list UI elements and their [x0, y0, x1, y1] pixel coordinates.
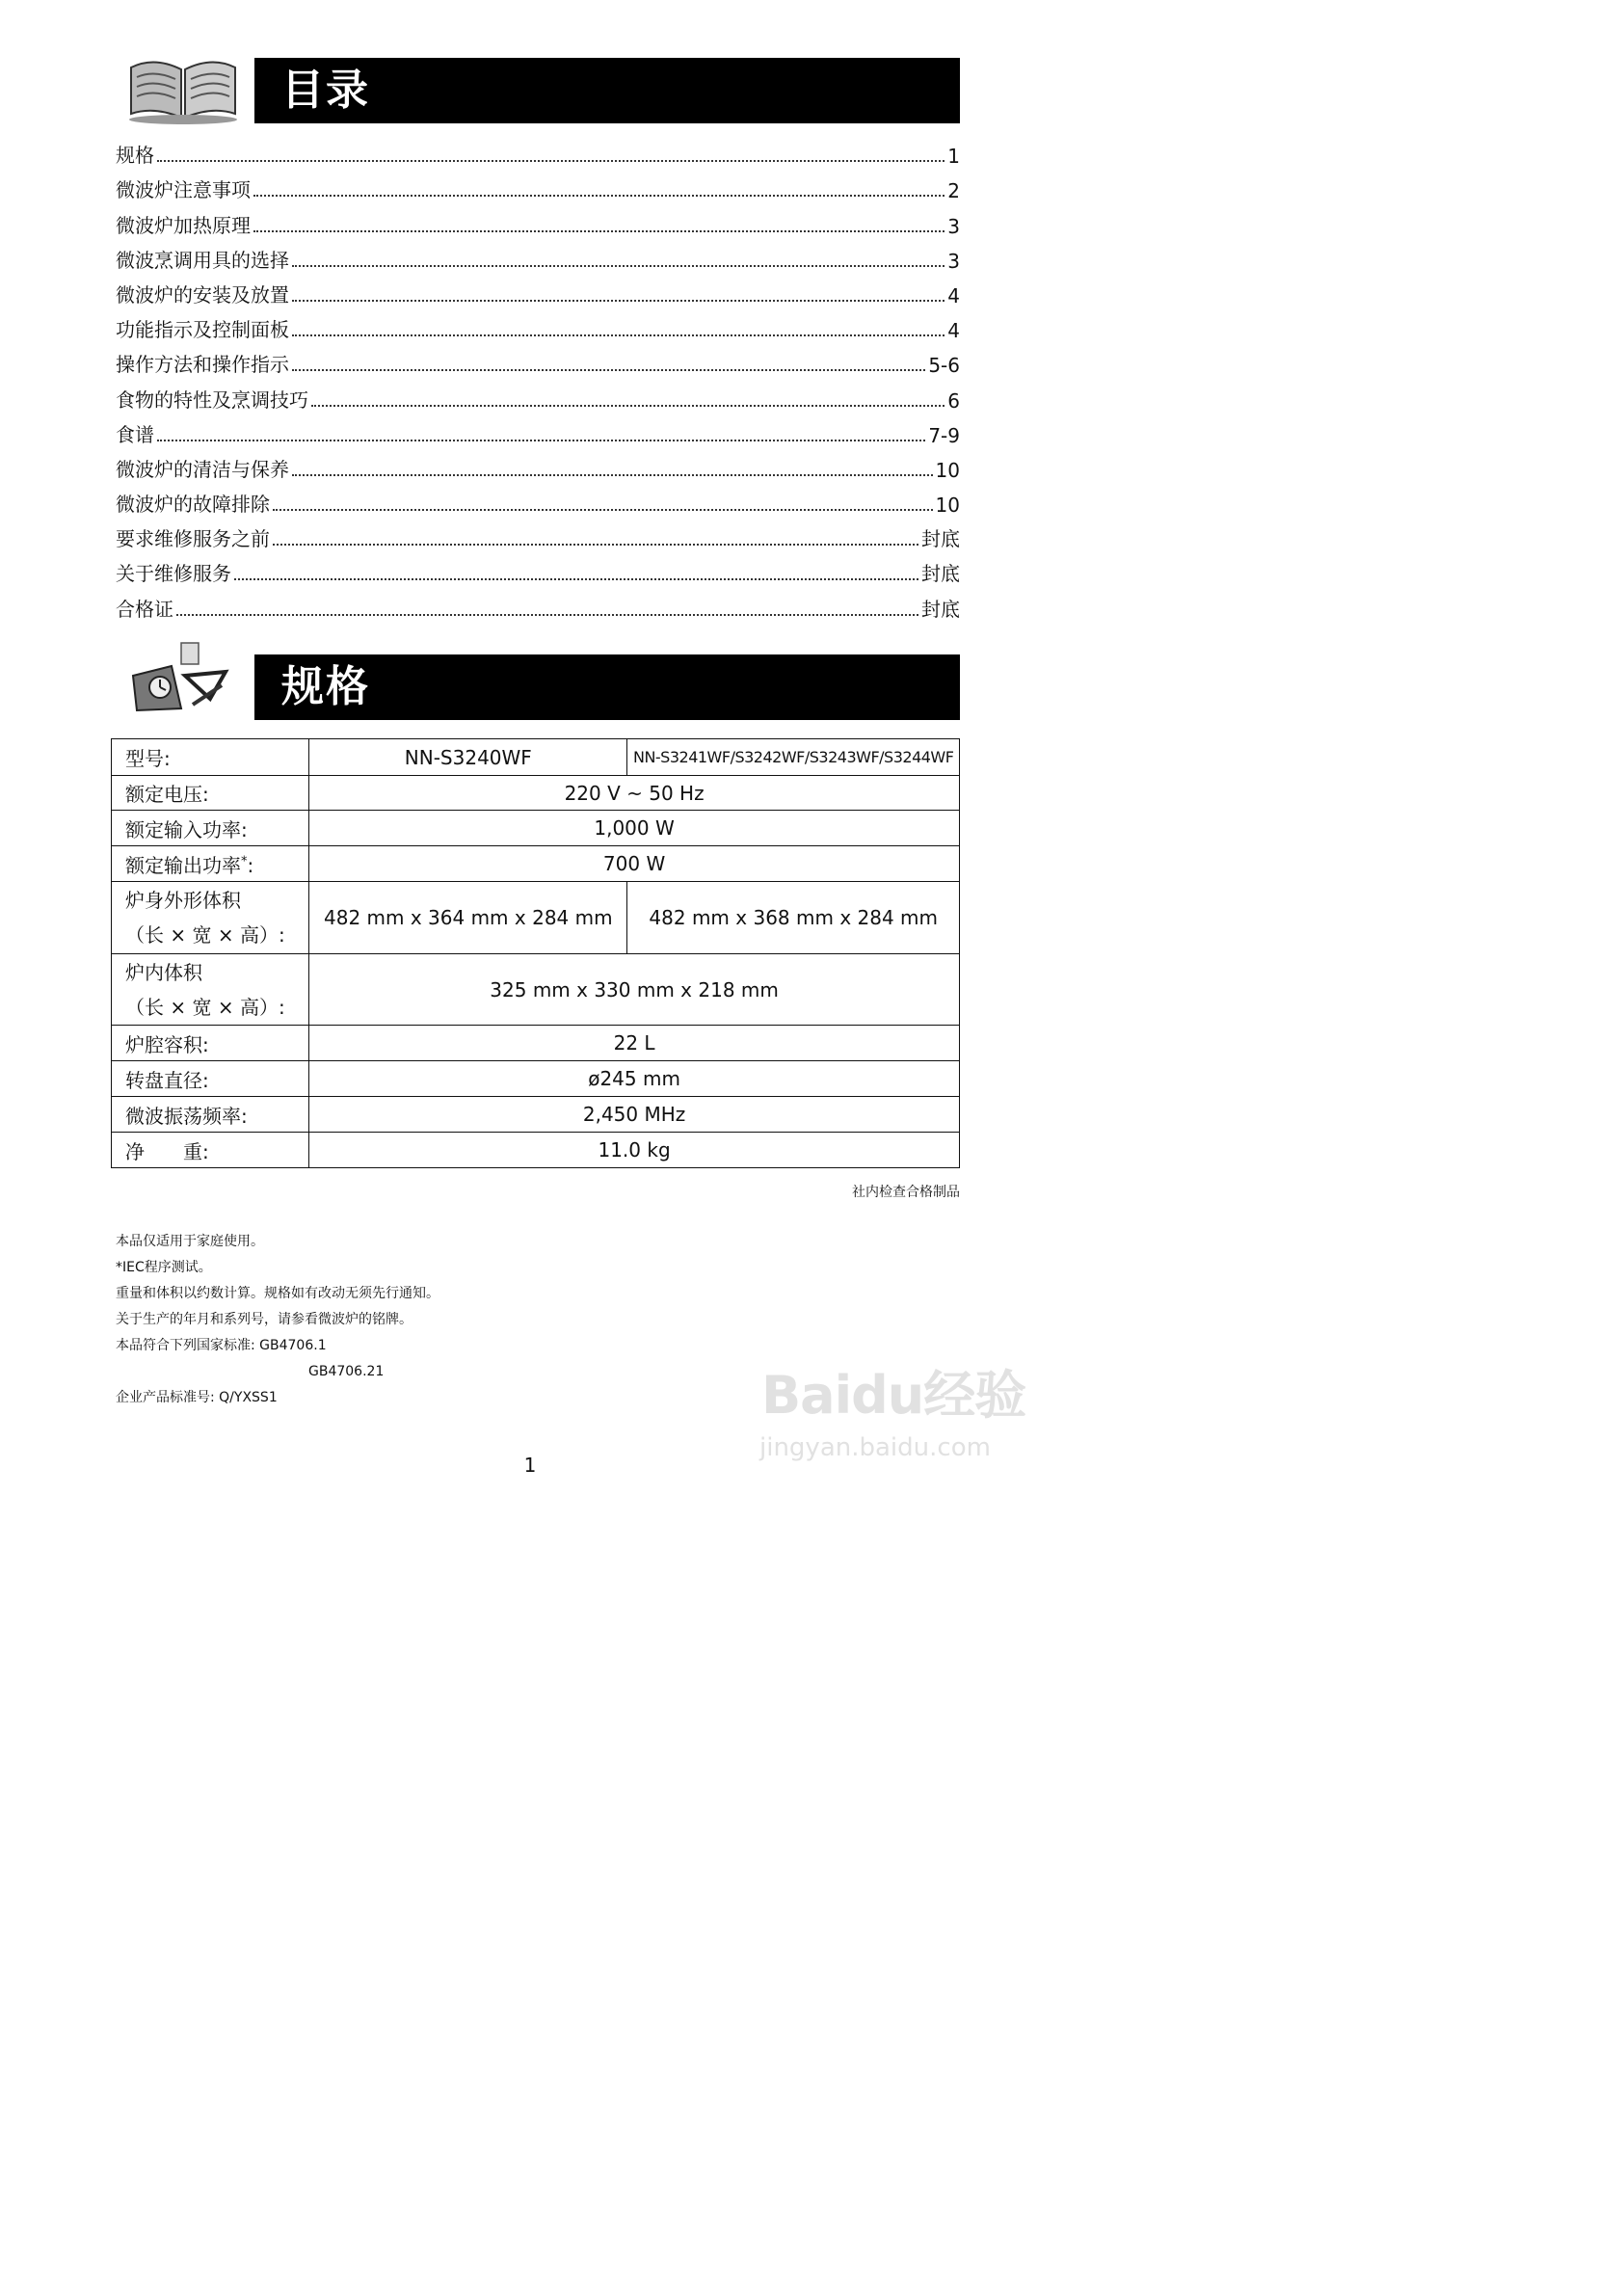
footnote-line: GB4706.21 — [308, 1364, 385, 1379]
weight-label: 净 重: — [112, 1133, 309, 1168]
toc-entry-page: 封底 — [921, 597, 960, 621]
table-row — [112, 776, 960, 811]
frequency-value: 2,450 MHz — [309, 1097, 960, 1133]
toc-entry[interactable] — [116, 413, 960, 447]
toc-entry-label: 微波炉的清洁与保养 — [116, 457, 289, 481]
footnote-line: 本品符合下列国家标准: GB4706.1 — [116, 1338, 327, 1353]
outer-dimensions-label-1: 炉身外形体积 — [125, 889, 241, 912]
page-number: 1 — [523, 1454, 537, 1477]
table-row — [112, 739, 960, 776]
table-row — [112, 811, 960, 846]
toc-entry-page: 10 — [935, 458, 960, 482]
toc-entry-page: 封底 — [921, 562, 960, 586]
footnotes — [116, 1229, 439, 1411]
dot-leader — [292, 334, 945, 336]
outer-dimensions-label-2: （长 × 宽 × 高）: — [125, 923, 285, 947]
toc-entry[interactable] — [116, 517, 960, 551]
toc-title: 目录 — [281, 66, 370, 115]
cavity-value: 22 L — [309, 1026, 960, 1061]
toc-entry-label: 微波炉加热原理 — [116, 213, 251, 237]
frequency-label: 微波振荡频率: — [112, 1097, 309, 1133]
toc-entry-page: 10 — [935, 494, 960, 518]
outer-dimensions-b: 482 mm x 368 mm x 284 mm — [627, 882, 960, 954]
toc-entry-label: 微波炉的故障排除 — [116, 493, 270, 517]
dot-leader — [253, 194, 945, 197]
toc-entry-page: 1 — [947, 145, 960, 169]
footnote-line: 本品仅适用于家庭使用。 — [116, 1234, 264, 1249]
toc-header — [125, 58, 960, 123]
specs-title-bar — [254, 654, 960, 720]
footnote-line: *IEC程序测试。 — [116, 1260, 212, 1275]
footnote-marker: * — [241, 853, 248, 868]
inner-dimensions-label-2: （长 × 宽 × 高）: — [125, 995, 285, 1019]
toc-entry-page: 3 — [947, 214, 960, 238]
toc-entry-page: 封底 — [921, 527, 960, 551]
dot-leader — [234, 577, 918, 580]
footnote-line: 重量和体积以约数计算。规格如有改动无须先行通知。 — [116, 1286, 439, 1301]
toc-entry-label: 要求维修服务之前 — [116, 527, 270, 551]
dot-leader — [176, 613, 918, 616]
toc-entry-label: 规格 — [116, 144, 154, 168]
outer-dimensions-label — [112, 882, 309, 954]
toc-entry[interactable] — [116, 482, 960, 517]
dot-leader — [157, 439, 925, 441]
scale-ruler-icon — [125, 637, 241, 712]
toc-entry-label: 合格证 — [116, 597, 173, 621]
outer-dimensions-a: 482 mm x 364 mm x 284 mm — [309, 882, 627, 954]
dot-leader — [292, 264, 945, 267]
table-row — [112, 1026, 960, 1061]
toc-entry-page: 5-6 — [928, 354, 960, 378]
inner-dimensions-label — [112, 954, 309, 1026]
toc-entry-label: 食物的特性及烹调技巧 — [116, 387, 308, 412]
inner-dimensions-value: 325 mm x 330 mm x 218 mm — [309, 954, 960, 1026]
voltage-value: 220 V ~ 50 Hz — [309, 776, 960, 811]
toc-entry[interactable] — [116, 202, 960, 237]
table-row — [112, 1061, 960, 1097]
table-row — [112, 846, 960, 882]
input-power-value: 1,000 W — [309, 811, 960, 846]
toc-entry-page: 2 — [947, 179, 960, 203]
dot-leader — [273, 508, 933, 511]
toc-entry-label: 功能指示及控制面板 — [116, 318, 289, 342]
dot-leader — [292, 368, 925, 371]
toc-entry-label: 关于维修服务 — [116, 562, 231, 586]
specs-header — [125, 654, 960, 720]
table-row — [112, 1097, 960, 1133]
toc-entry-page: 4 — [947, 319, 960, 343]
toc-entry-label: 微波烹调用具的选择 — [116, 248, 289, 272]
footnote-line: 企业产品标准号: Q/YXSS1 — [116, 1390, 278, 1405]
dot-leader — [311, 404, 945, 407]
toc-entry[interactable] — [116, 551, 960, 586]
output-power-label-text: 额定输出功率 — [125, 853, 241, 877]
footnote-line: 关于生产的年月和系列号，请参看微波炉的铭牌。 — [116, 1312, 412, 1327]
table-row — [112, 882, 960, 954]
toc-title-bar — [254, 58, 960, 123]
input-power-label: 额定输入功率: — [112, 811, 309, 846]
toc-entry-page: 4 — [947, 283, 960, 307]
toc-entry[interactable] — [116, 307, 960, 342]
dot-leader — [253, 229, 945, 232]
watermark-url: jingyan.baidu.com — [759, 1433, 991, 1462]
toc-entry-label: 微波炉注意事项 — [116, 178, 251, 202]
cavity-label: 炉腔容积: — [112, 1026, 309, 1061]
toc-entry[interactable] — [116, 586, 960, 621]
table-row — [112, 954, 960, 1026]
output-power-value: 700 W — [309, 846, 960, 882]
inspection-note: 社内检查合格制品 — [852, 1185, 960, 1200]
table-of-contents — [116, 133, 960, 622]
toc-entry-page: 7-9 — [928, 423, 960, 447]
toc-entry[interactable] — [116, 447, 960, 482]
table-row — [112, 1133, 960, 1168]
model-a: NN-S3240WF — [309, 739, 627, 776]
model-b: NN-S3241WF/S3242WF/S3243WF/S3244WF — [627, 739, 960, 776]
toc-entry[interactable] — [116, 133, 960, 168]
turntable-value: ø245 mm — [309, 1061, 960, 1097]
specs-title: 规格 — [281, 662, 370, 711]
output-power-colon: : — [247, 853, 254, 877]
weight-value: 11.0 kg — [309, 1133, 960, 1168]
toc-entry[interactable] — [116, 238, 960, 273]
dot-leader — [157, 159, 945, 162]
toc-entry-label: 食谱 — [116, 422, 154, 446]
dot-leader — [292, 473, 933, 476]
toc-entry-page: 3 — [947, 249, 960, 273]
model-label: 型号: — [112, 739, 309, 776]
toc-entry[interactable] — [116, 273, 960, 307]
watermark — [752, 1354, 1041, 1480]
toc-entry[interactable] — [116, 168, 960, 202]
toc-entry-label: 操作方法和操作指示 — [116, 353, 289, 377]
toc-entry-label: 微波炉的安装及放置 — [116, 282, 289, 307]
voltage-label: 额定电压: — [112, 776, 309, 811]
open-book-icon — [125, 50, 241, 125]
output-power-label — [112, 846, 309, 882]
dot-leader — [292, 299, 945, 302]
inner-dimensions-label-1: 炉内体积 — [125, 960, 202, 984]
watermark-brand: Baidu经验 — [761, 1365, 1026, 1426]
specs-table — [111, 738, 960, 1168]
toc-entry[interactable] — [116, 377, 960, 412]
toc-entry-page: 6 — [947, 388, 960, 413]
turntable-label: 转盘直径: — [112, 1061, 309, 1097]
toc-entry[interactable] — [116, 342, 960, 377]
dot-leader — [273, 543, 918, 546]
